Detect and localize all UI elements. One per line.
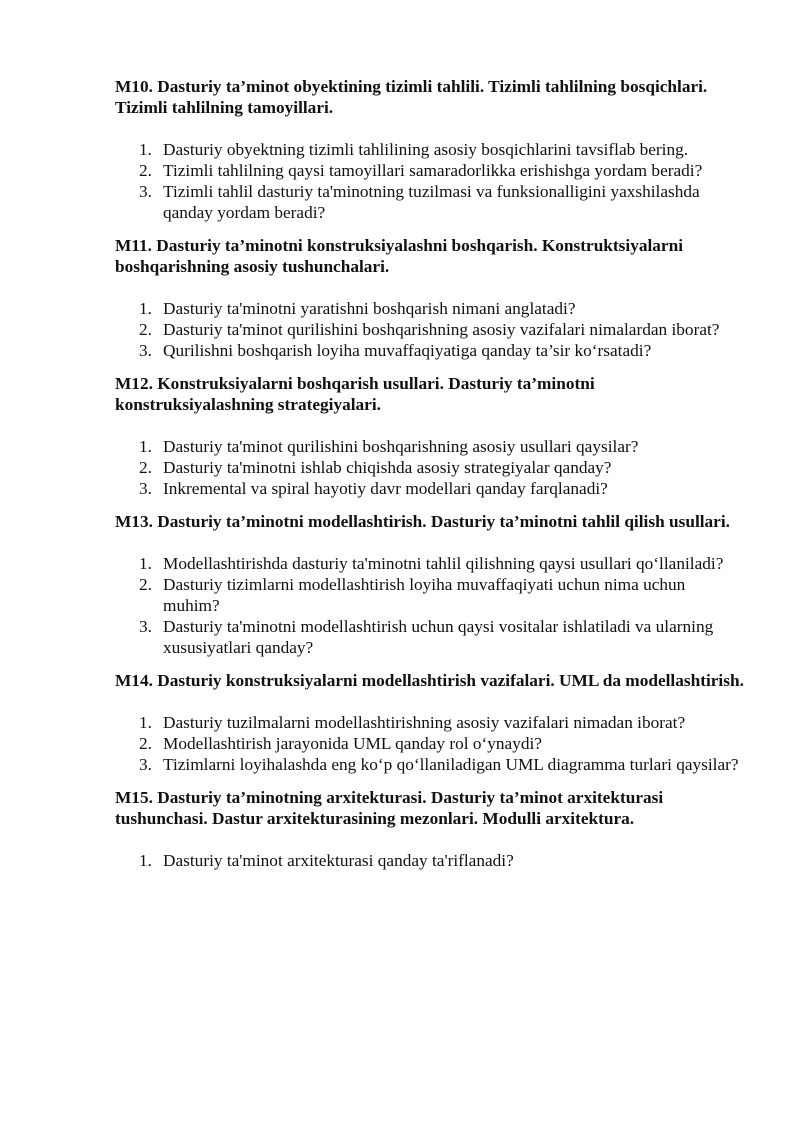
question-number: 2. [139, 734, 152, 753]
question-number: 1. [139, 713, 152, 732]
question-list [115, 850, 745, 871]
question-item [115, 298, 745, 319]
question-item [115, 139, 745, 160]
question-item [115, 574, 745, 616]
question-item [115, 319, 745, 340]
question-number: 3. [139, 182, 152, 201]
section-title: M12. Konstruksiyalarni boshqarish usullari. Dasturiy ta’minotni konstruksiyalashning strategiyalari. [115, 374, 595, 414]
question-text: Inkremental va spiral hayotiy davr modellari qanday farqlanadi? [163, 479, 608, 498]
section-title: M10. Dasturiy ta’minot obyektining tizimli tahlili. Tizimli tahlilning bosqichlari. Tizimli tahlilning tamoyillari. [115, 77, 708, 117]
question-number: 3. [139, 755, 152, 774]
question-number: 3. [139, 479, 152, 498]
question-list [115, 436, 745, 499]
question-number: 2. [139, 458, 152, 477]
section-m11 [115, 235, 745, 361]
question-item [115, 733, 745, 754]
question-number: 1. [139, 851, 152, 870]
question-number: 1. [139, 554, 152, 573]
question-text: Modellashtirish jarayonida UML qanday rol o‘ynaydi? [163, 734, 542, 753]
section-m13 [115, 511, 745, 658]
section-title: M11. Dasturiy ta’minotni konstruksiyalashni boshqarish. Konstruktsiyalarni boshqarishning asosiy tushunchalari. [115, 236, 684, 276]
question-item [115, 160, 745, 181]
document-page [115, 76, 745, 883]
question-number: 1. [139, 140, 152, 159]
question-text: Dasturiy ta'minot arxitekturasi qanday ta'riflanadi? [163, 851, 514, 870]
question-number: 3. [139, 617, 152, 636]
section-m12 [115, 373, 745, 499]
question-text: Modellashtirishda dasturiy ta'minotni tahlil qilishning qaysi usullari qo‘llaniladi? [163, 554, 724, 573]
section-title: M15. Dasturiy ta’minotning arxitekturasi. Dasturiy ta’minot arxitekturasi tushunchasi. Dastur arxitekturasining mezonlari. Modulli arxitektura. [115, 788, 664, 828]
question-item [115, 181, 745, 223]
question-item [115, 478, 745, 499]
section-m15 [115, 787, 745, 871]
question-list [115, 298, 745, 361]
section-title: M14. Dasturiy konstruksiyalarni modellashtirish vazifalari. UML da modellashtirish. [115, 671, 744, 690]
question-item [115, 340, 745, 361]
question-list [115, 139, 745, 223]
question-list [115, 553, 745, 658]
section-m14 [115, 670, 745, 775]
question-item [115, 616, 745, 658]
question-item [115, 850, 745, 871]
question-number: 2. [139, 575, 152, 594]
section-title: M13. Dasturiy ta’minotni modellashtirish. Dasturiy ta’minotni tahlil qilish usullari. [115, 512, 730, 531]
question-text: Qurilishni boshqarish loyiha muvaffaqiyatiga qanday ta’sir ko‘rsatadi? [163, 341, 652, 360]
question-text: Dasturiy tizimlarni modellashtirish loyiha muvaffaqiyati uchun nima uchun muhim? [163, 575, 686, 615]
question-text: Tizimlarni loyihalashda eng ko‘p qo‘llaniladigan UML diagramma turlari qaysilar? [163, 755, 739, 774]
question-number: 1. [139, 437, 152, 456]
question-text: Tizimli tahlilning qaysi tamoyillari samaradorlikka erishishga yordam beradi? [163, 161, 703, 180]
question-list [115, 712, 745, 775]
question-item [115, 436, 745, 457]
question-text: Dasturiy ta'minotni ishlab chiqishda asosiy strategiyalar qanday? [163, 458, 612, 477]
section-m10 [115, 76, 745, 223]
question-text: Dasturiy ta'minotni modellashtirish uchun qaysi vositalar ishlatiladi va ularning xususiyatlari qanday? [163, 617, 714, 657]
question-item [115, 754, 745, 775]
question-number: 3. [139, 341, 152, 360]
question-text: Tizimli tahlil dasturiy ta'minotning tuzilmasi va funksionalligini yaxshilashda qanday yordam beradi? [163, 182, 700, 222]
question-text: Dasturiy ta'minotni yaratishni boshqarish nimani anglatadi? [163, 299, 576, 318]
question-number: 2. [139, 161, 152, 180]
question-item [115, 712, 745, 733]
question-text: Dasturiy tuzilmalarni modellashtirishning asosiy vazifalari nimadan iborat? [163, 713, 686, 732]
question-item [115, 457, 745, 478]
question-item [115, 553, 745, 574]
question-text: Dasturiy ta'minot qurilishini boshqarishning asosiy vazifalari nimalardan iborat? [163, 320, 720, 339]
question-text: Dasturiy ta'minot qurilishini boshqarishning asosiy usullari qaysilar? [163, 437, 639, 456]
question-text: Dasturiy obyektning tizimli tahlilining asosiy bosqichlarini tavsiflab bering. [163, 140, 689, 159]
question-number: 2. [139, 320, 152, 339]
question-number: 1. [139, 299, 152, 318]
